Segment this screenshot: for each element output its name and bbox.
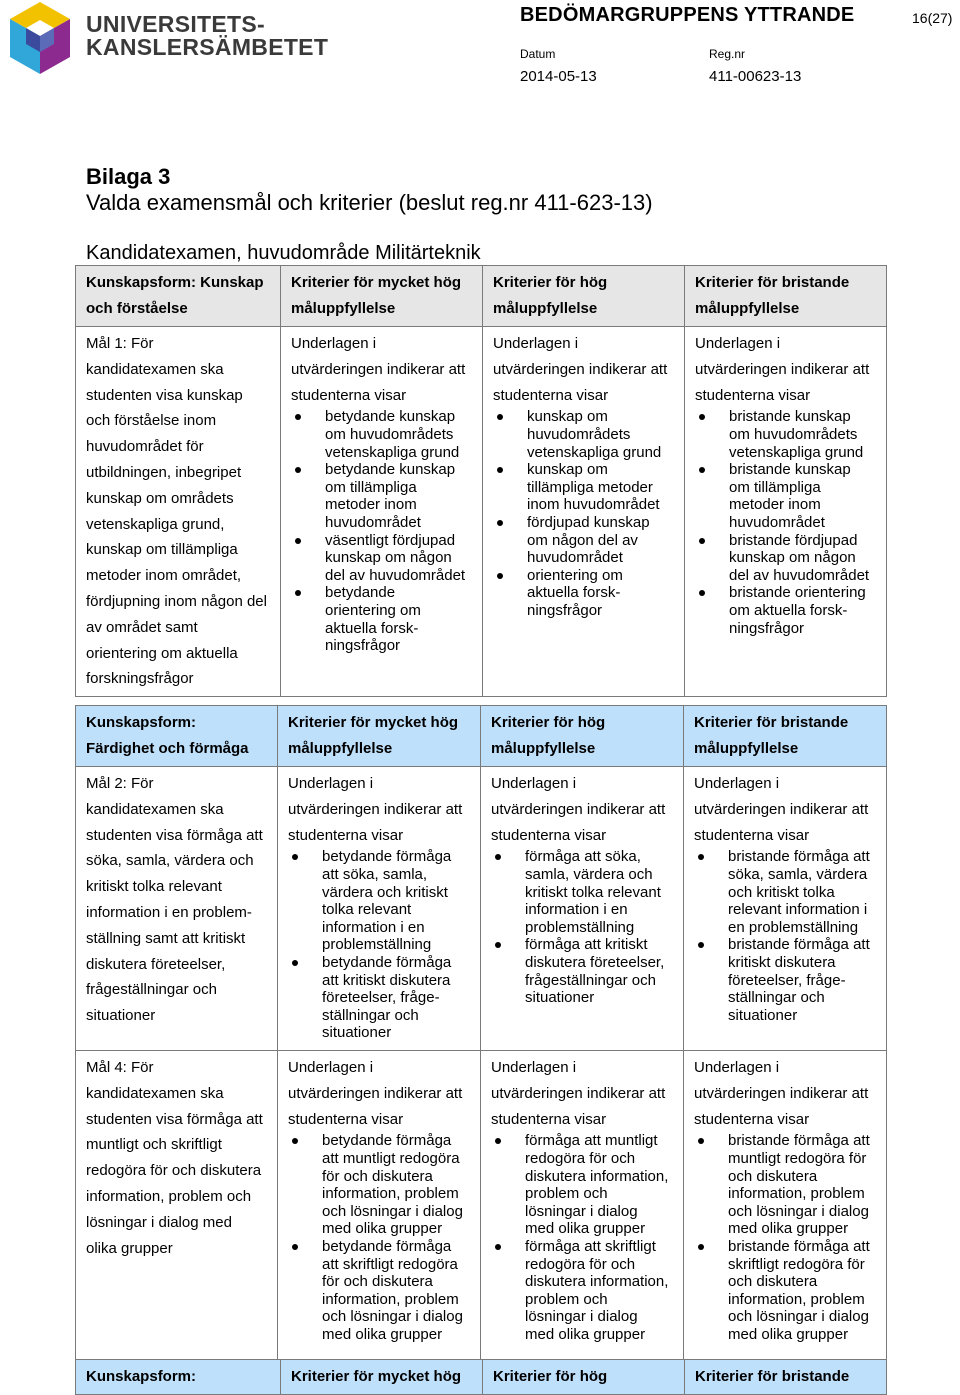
criteria-list — [291, 408, 474, 654]
criteria-item-line: tillämpliga metoder — [527, 478, 653, 496]
criteria-item — [325, 408, 474, 461]
criteria-item-line: del av huvudområdet — [325, 566, 466, 584]
criteria-item-line: huvudområdet — [527, 549, 623, 567]
criteria-item — [322, 1238, 472, 1344]
uka-logo — [6, 0, 74, 76]
criteria-item-line: med olika grupper — [322, 1220, 443, 1238]
criteria-item-line: muntligt redogöra för — [728, 1149, 867, 1167]
criteria-item-line: värdera och kritiskt — [322, 883, 448, 901]
criteria-intro-line: utvärderingen indikerar att — [288, 800, 463, 818]
criteria-item-line: betydande förmåga — [322, 1237, 452, 1255]
criteria-item — [525, 848, 675, 936]
criteria-list — [694, 848, 878, 1024]
document-title: BEDÖMARGRUPPENS YTTRANDE — [520, 4, 855, 26]
goal-line: och förståelse inom — [86, 412, 217, 430]
column-header-line: Kriterier för hög — [491, 714, 606, 731]
goal-line: fördjupning inom någon del — [86, 592, 267, 610]
criteria-item-line: ställningar och — [728, 989, 825, 1007]
criteria-item-line: vetenskapliga grund — [527, 443, 662, 461]
criteria-list — [288, 848, 472, 1042]
column-header-line: Kriterier för mycket hög — [291, 274, 462, 291]
criteria-item-line: information, problem — [322, 1290, 459, 1308]
criteria-item-line: betydande kunskap — [325, 408, 456, 426]
criteria-intro-line: Underlagen i — [491, 775, 577, 792]
criteria-item-line: diskutera företeelser, — [525, 953, 665, 971]
criteria-item-line: bristande förmåga att — [728, 1237, 870, 1255]
column-header-line: Kriterier för hög — [493, 1368, 608, 1385]
criteria-item-line: problemställning — [525, 918, 635, 936]
criteria-intro — [291, 331, 474, 408]
goal-line: Mål 2: För — [86, 775, 154, 792]
criteria-item-line: problem och — [525, 1290, 608, 1308]
criteria-item-line: om tillämpliga — [729, 478, 821, 496]
goal-line: frågeställningar och — [86, 981, 217, 999]
criteria-item-line: om tillämpliga — [325, 478, 417, 496]
criteria-item — [322, 1132, 472, 1238]
criteria-item-line: relevant information i — [728, 901, 868, 919]
criteria-item-line: och diskutera — [728, 1167, 818, 1185]
criteria-item-line: om huvudområdets — [325, 425, 454, 443]
criteria-intro-line: studenterna visar — [288, 1110, 404, 1128]
goal-cell — [76, 1051, 278, 1391]
column-header-line: måluppfyllelse — [695, 300, 800, 317]
criteria-item-line: betydande kunskap — [325, 461, 456, 479]
criteria-item-line: för och diskutera — [322, 1167, 433, 1185]
goal-line: kandidatexamen ska — [86, 1084, 224, 1102]
criteria-item-line: om någon del av — [527, 531, 638, 549]
column-header — [278, 706, 481, 767]
column-header-line: Kunskapsform: — [86, 1368, 197, 1385]
criteria-intro — [288, 771, 472, 848]
column-header — [76, 706, 278, 767]
criteria-intro-line: studenterna visar — [288, 826, 404, 844]
criteria-item-line: redogöra för och — [525, 1149, 636, 1167]
goal-line: studenten visa kunskap — [86, 386, 243, 404]
criteria-item-line: situationer — [728, 1006, 798, 1024]
goal-line: Mål 1: För — [86, 335, 154, 352]
goal-line: kunskap om tillämpliga — [86, 541, 238, 559]
criteria-intro — [491, 771, 675, 848]
criteria-item-line: företeelser, fråge- — [728, 971, 846, 989]
goal-line: söka, samla, värdera och — [86, 852, 254, 870]
criteria-item-line: del av huvudområdet — [729, 566, 870, 584]
org-name-line2: KANSLERSÄMBETET — [86, 34, 329, 60]
criteria-item-line: lösningar i dialog — [525, 1202, 638, 1220]
goal-line: olika grupper — [86, 1239, 173, 1257]
column-header — [685, 266, 887, 327]
criteria-intro-line: studenterna visar — [694, 1110, 810, 1128]
criteria-item-line: betydande förmåga — [322, 953, 452, 971]
column-header-line: Färdighet och förmåga — [86, 740, 249, 757]
column-header-line: och förståelse — [86, 300, 188, 317]
criteria-item-line: aktuella forsk- — [325, 619, 419, 637]
criteria-intro-line: studenterna visar — [491, 826, 607, 844]
criteria-item-line: orientering om — [325, 601, 421, 619]
criteria-item-line: bristande kunskap — [729, 408, 851, 426]
criteria-list — [695, 408, 878, 637]
criteria-cell — [481, 767, 684, 1051]
criteria-item-line: information, problem — [322, 1185, 459, 1203]
criteria-item-line: och lösningar i dialog — [322, 1202, 463, 1220]
criteria-item-line: förmåga att muntligt — [525, 1132, 658, 1150]
criteria-table-next — [75, 1359, 887, 1395]
table-row — [76, 767, 887, 1051]
criteria-item-line: redogöra för och — [525, 1255, 636, 1273]
goal-line: Mål 4: För — [86, 1059, 154, 1076]
criteria-intro-line: utvärderingen indikerar att — [291, 360, 466, 378]
criteria-intro — [491, 1055, 675, 1132]
criteria-item-line: samla, värdera och — [525, 865, 653, 883]
criteria-item — [728, 1132, 878, 1238]
criteria-item-line: situationer — [525, 989, 595, 1007]
criteria-intro-line: Underlagen i — [694, 775, 780, 792]
criteria-list — [491, 1132, 675, 1343]
criteria-item-line: information i en — [322, 918, 425, 936]
criteria-item-line: kritiskt tolka relevant — [525, 883, 661, 901]
date-value: 2014-05-13 — [520, 68, 597, 85]
criteria-item-line: bristande förmåga att — [728, 936, 870, 954]
criteria-intro-line: studenterna visar — [491, 1110, 607, 1128]
criteria-intro — [695, 331, 878, 408]
column-header-line: Kriterier för hög — [493, 274, 608, 291]
criteria-item — [325, 532, 474, 585]
criteria-item — [325, 461, 474, 531]
criteria-table-skills — [75, 705, 887, 1391]
criteria-item — [729, 408, 878, 461]
header-row — [76, 1360, 887, 1395]
goal-line: information, problem och — [86, 1187, 252, 1205]
goal-line: situationer — [86, 1007, 156, 1025]
criteria-cell — [481, 1051, 684, 1391]
page-number: 16(27) — [912, 10, 953, 26]
goal-line: diskutera företeelser, — [86, 955, 226, 973]
goal-line: vetenskapliga grund, — [86, 515, 225, 533]
goal-line: muntligt och skriftligt — [86, 1136, 222, 1154]
column-header-line: Kriterier för mycket hög — [291, 1368, 462, 1385]
criteria-item-line: frågeställningar och — [525, 971, 656, 989]
criteria-item-line: bristande fördjupad — [729, 531, 858, 549]
goal-line: forskningsfrågor — [86, 670, 194, 688]
goal-line: kandidatexamen ska — [86, 360, 224, 378]
column-header — [685, 1360, 887, 1395]
criteria-item — [325, 584, 474, 654]
criteria-item-line: ningsfrågor — [729, 619, 805, 637]
criteria-item-line: och lösningar i dialog — [322, 1308, 463, 1326]
column-header-line: Kriterier för bristande — [695, 1368, 850, 1385]
criteria-item-line: fördjupad kunskap — [527, 513, 650, 531]
column-header — [281, 1360, 483, 1395]
criteria-item-line: med olika grupper — [728, 1325, 849, 1343]
criteria-item-line: om aktuella forsk- — [729, 601, 848, 619]
criteria-item-line: huvudområdet — [729, 513, 825, 531]
criteria-item-line: förmåga att skriftligt — [525, 1237, 656, 1255]
criteria-item-line: problemställning — [322, 936, 432, 954]
criteria-intro-line: studenterna visar — [694, 826, 810, 844]
criteria-item-line: bristande förmåga att — [728, 1132, 870, 1150]
criteria-cell — [483, 327, 685, 697]
criteria-item-line: huvudområdets — [527, 425, 631, 443]
goal-line: metoder inom området, — [86, 567, 242, 585]
criteria-intro-line: Underlagen i — [493, 335, 579, 352]
criteria-item-line: information, problem — [728, 1290, 865, 1308]
criteria-item-line: huvudområdet — [325, 513, 421, 531]
criteria-item-line: kunskap om någon — [729, 549, 856, 567]
criteria-intro-line: utvärderingen indikerar att — [694, 1084, 869, 1102]
criteria-item — [322, 954, 472, 1042]
column-header — [684, 706, 887, 767]
criteria-item-line: kunskap om — [527, 408, 608, 426]
criteria-item-line: skriftligt redogöra för — [728, 1255, 865, 1273]
criteria-item-line: vetenskapliga grund — [325, 443, 460, 461]
regnr-label: Reg.nr — [709, 47, 746, 61]
criteria-item — [322, 848, 472, 954]
goal-line: orientering om aktuella — [86, 644, 238, 662]
criteria-item-line: med olika grupper — [322, 1325, 443, 1343]
column-header — [76, 1360, 281, 1395]
criteria-cell — [281, 327, 483, 697]
goal-line: studenten visa förmåga att — [86, 1110, 263, 1128]
criteria-cell — [684, 767, 887, 1051]
column-header-line: Kriterier för bristande — [695, 274, 850, 291]
table-row — [76, 327, 887, 697]
criteria-intro-line: utvärderingen indikerar att — [695, 360, 870, 378]
criteria-item-line: och lösningar i dialog — [728, 1202, 869, 1220]
criteria-item-line: diskutera information, — [525, 1167, 669, 1185]
goal-line: information i en problem- — [86, 903, 252, 921]
criteria-item-line: för och diskutera — [322, 1273, 433, 1291]
criteria-cell — [278, 767, 481, 1051]
regnr-value: 411-00623-13 — [709, 68, 802, 85]
column-header-line: Kunskapsform: — [86, 714, 197, 731]
criteria-table-knowledge — [75, 265, 887, 697]
org-name-line1: UNIVERSITETS- — [86, 11, 265, 37]
goal-line: redogöra för och diskutera — [86, 1162, 262, 1180]
criteria-intro-line: Underlagen i — [694, 1059, 780, 1076]
goal-cell — [76, 767, 278, 1051]
appendix-subtitle: Valda examensmål och kriterier (beslut reg.nr 411-623-13) — [86, 190, 653, 215]
criteria-list — [288, 1132, 472, 1343]
criteria-item-line: inom huvudområdet — [527, 496, 660, 514]
criteria-intro-line: Underlagen i — [491, 1059, 577, 1076]
criteria-item-line: bristande kunskap — [729, 461, 851, 479]
criteria-item-line: aktuella forsk- — [527, 584, 621, 602]
goal-line: ställning samt att kritiskt — [86, 929, 246, 947]
criteria-item-line: betydande förmåga — [322, 848, 452, 866]
column-header-line: måluppfyllelse — [291, 300, 396, 317]
criteria-item-line: diskutera information, — [525, 1273, 669, 1291]
criteria-item-line: företeelser, fråge- — [322, 989, 440, 1007]
criteria-item — [728, 936, 878, 1024]
goal-cell — [76, 327, 281, 697]
goal-line: lösningar i dialog med — [86, 1213, 232, 1231]
header-row — [76, 266, 887, 327]
criteria-item — [729, 584, 878, 637]
criteria-item — [527, 514, 676, 567]
section-title: Kandidatexamen, huvudområde Militärteknik — [86, 242, 481, 264]
column-header-line: Kunskapsform: Kunskap — [86, 274, 264, 291]
org-name — [86, 13, 328, 59]
criteria-intro — [493, 331, 676, 408]
criteria-item-line: tolka relevant — [322, 901, 412, 919]
criteria-item-line: med olika grupper — [525, 1220, 646, 1238]
criteria-item-line: med olika grupper — [525, 1325, 646, 1343]
criteria-cell — [278, 1051, 481, 1391]
column-header — [483, 1360, 685, 1395]
criteria-intro-line: utvärderingen indikerar att — [493, 360, 668, 378]
column-header-line: måluppfyllelse — [694, 740, 799, 757]
criteria-item-line: lösningar i dialog — [525, 1308, 638, 1326]
criteria-item-line: att skriftligt redogöra — [322, 1255, 458, 1273]
criteria-item-line: väsentligt fördjupad — [325, 531, 456, 549]
criteria-item-line: att muntligt redogöra — [322, 1149, 460, 1167]
criteria-intro — [694, 771, 878, 848]
criteria-item-line: situationer — [322, 1024, 392, 1042]
criteria-item — [729, 461, 878, 531]
goal-line: av området samt — [86, 618, 198, 636]
criteria-intro-line: studenterna visar — [493, 386, 609, 404]
column-header-line: måluppfyllelse — [491, 740, 596, 757]
criteria-item — [527, 461, 676, 514]
criteria-item — [728, 1238, 878, 1344]
criteria-item-line: bristande orientering — [729, 584, 866, 602]
criteria-item-line: förmåga att kritiskt — [525, 936, 648, 954]
criteria-item-line: och lösningar i dialog — [728, 1308, 869, 1326]
goal-line: kunskap om områdets — [86, 489, 234, 507]
appendix-heading: Bilaga 3 — [86, 164, 171, 189]
criteria-intro-line: utvärderingen indikerar att — [694, 800, 869, 818]
criteria-intro-line: utvärderingen indikerar att — [491, 1084, 666, 1102]
criteria-item-line: om huvudområdets — [729, 425, 858, 443]
criteria-intro-line: utvärderingen indikerar att — [491, 800, 666, 818]
criteria-item-line: metoder inom — [325, 496, 417, 514]
criteria-intro-line: Underlagen i — [288, 1059, 374, 1076]
criteria-item-line: kunskap om någon — [325, 549, 452, 567]
criteria-list — [491, 848, 675, 1006]
criteria-item-line: med olika grupper — [728, 1220, 849, 1238]
criteria-intro-line: Underlagen i — [288, 775, 374, 792]
criteria-intro — [694, 1055, 878, 1132]
criteria-item-line: information, problem — [728, 1185, 865, 1203]
date-label: Datum — [520, 47, 556, 61]
criteria-item — [527, 408, 676, 461]
criteria-item-line: kritiskt diskutera — [728, 953, 836, 971]
goal-line: kritiskt tolka relevant — [86, 878, 222, 896]
goal-line: huvudområdet för — [86, 438, 204, 456]
criteria-item — [728, 848, 878, 936]
column-header — [481, 706, 684, 767]
column-header — [281, 266, 483, 327]
criteria-intro-line: studenterna visar — [695, 386, 811, 404]
criteria-cell — [684, 1051, 887, 1391]
column-header-line: måluppfyllelse — [288, 740, 393, 757]
criteria-item-line: kunskap om — [527, 461, 608, 479]
criteria-item-line: vetenskapliga grund — [729, 443, 864, 461]
criteria-intro-line: studenterna visar — [291, 386, 407, 404]
column-header — [483, 266, 685, 327]
criteria-item-line: ningsfrågor — [527, 601, 603, 619]
criteria-intro-line: Underlagen i — [695, 335, 781, 352]
goal-line: utbildningen, inbegripet — [86, 463, 242, 481]
criteria-item-line: orientering om — [527, 566, 623, 584]
column-header-line: Kriterier för mycket hög — [288, 714, 459, 731]
criteria-item-line: ningsfrågor — [325, 637, 401, 655]
criteria-list — [493, 408, 676, 619]
criteria-item — [525, 1132, 675, 1238]
criteria-item-line: söka, samla, värdera — [728, 865, 868, 883]
criteria-item-line: att kritiskt diskutera — [322, 971, 451, 989]
criteria-cell — [685, 327, 887, 697]
criteria-intro — [288, 1055, 472, 1132]
column-header-line: måluppfyllelse — [493, 300, 598, 317]
criteria-intro-line: utvärderingen indikerar att — [288, 1084, 463, 1102]
goal-line: kandidatexamen ska — [86, 800, 224, 818]
column-header — [76, 266, 281, 327]
criteria-item — [525, 1238, 675, 1344]
criteria-item — [525, 936, 675, 1006]
goal-line: studenten visa förmåga att — [86, 826, 263, 844]
criteria-item-line: och diskutera — [728, 1273, 818, 1291]
criteria-item-line: metoder inom — [729, 496, 821, 514]
header-row — [76, 706, 887, 767]
criteria-item — [527, 567, 676, 620]
criteria-item-line: information i en — [525, 901, 628, 919]
criteria-item-line: och kritiskt tolka — [728, 883, 835, 901]
criteria-item-line: betydande förmåga — [322, 1132, 452, 1150]
criteria-intro-line: Underlagen i — [291, 335, 377, 352]
column-header-line: Kriterier för bristande — [694, 714, 849, 731]
criteria-list — [694, 1132, 878, 1343]
criteria-item-line: problem och — [525, 1185, 608, 1203]
criteria-item-line: ställningar och — [322, 1006, 419, 1024]
criteria-item-line: betydande — [325, 584, 396, 602]
criteria-item-line: förmåga att söka, — [525, 848, 641, 866]
table-row — [76, 1051, 887, 1391]
criteria-item-line: en problemställning — [728, 918, 859, 936]
criteria-item-line: bristande förmåga att — [728, 848, 870, 866]
criteria-item-line: att söka, samla, — [322, 865, 428, 883]
criteria-item — [729, 532, 878, 585]
